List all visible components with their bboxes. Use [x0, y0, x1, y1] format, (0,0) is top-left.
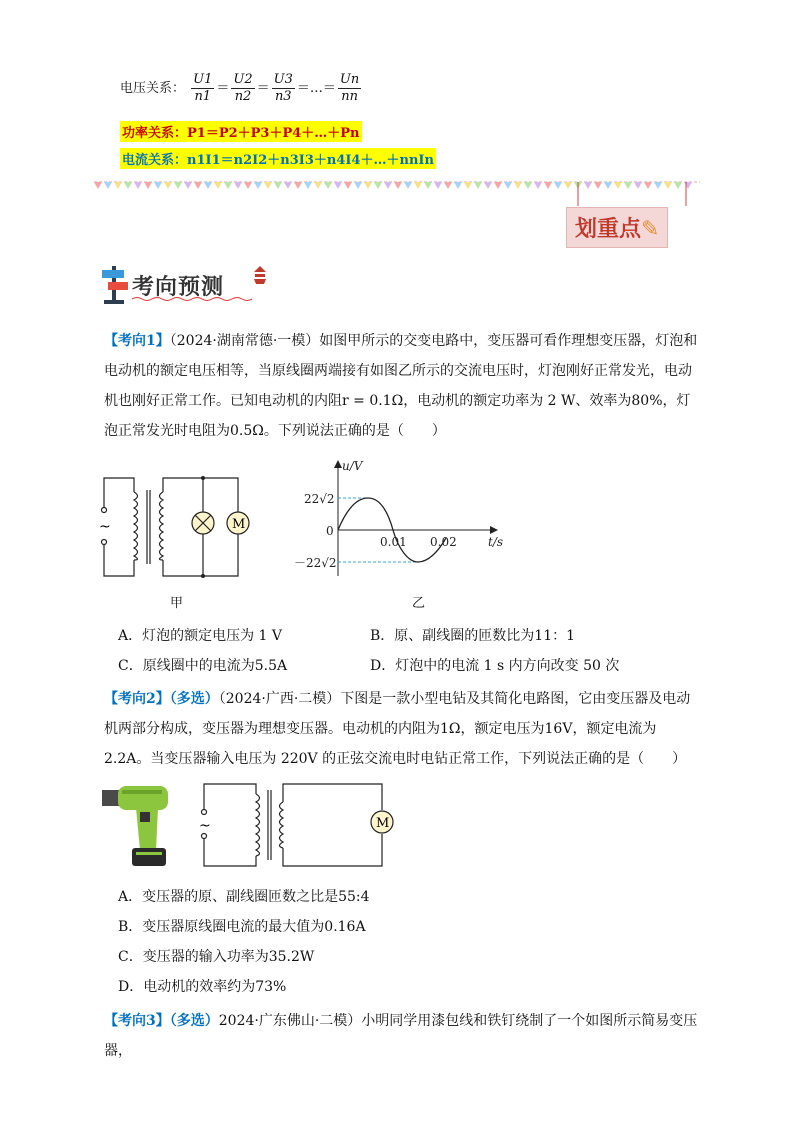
bunting-flag	[614, 182, 622, 189]
bunting-flag	[314, 182, 322, 189]
bunting-flag	[214, 182, 222, 189]
question-1-tag: 【考向1】	[104, 333, 170, 349]
bunting-flag	[174, 182, 182, 189]
bunting-flag	[164, 182, 172, 189]
fraction-u3-n3: $\frac{U3}{n3}$	[273, 72, 293, 104]
secondary-coil	[280, 802, 284, 848]
voltage-relation: 电压关系： $\frac{U1}{n1}$ ＝ $\frac{U2}{n2}$ ＝ $\frac{U3}{n3}$ ＝…＝ $\frac{Un}{nn}$	[120, 72, 360, 104]
bunting-flag	[294, 182, 302, 189]
bunting-flag	[324, 182, 332, 189]
drill-body	[118, 786, 168, 810]
question-2-tag: 【考向2】（多选）	[104, 691, 219, 707]
bunting-flag	[354, 182, 362, 189]
drill-chuck	[102, 790, 120, 806]
fraction-u2-n2: $\frac{U2}{n2}$	[233, 72, 253, 104]
bunting-flag	[444, 182, 452, 189]
y-max-label: 22√2	[304, 492, 335, 506]
bunting-flag	[384, 182, 392, 189]
pencil-icon: ✎	[641, 217, 660, 242]
bunting-flag	[104, 182, 112, 189]
bunting-flag	[494, 182, 502, 189]
bunting-flag	[304, 182, 312, 189]
voltage-graph	[290, 456, 510, 586]
terminal-bottom	[202, 834, 207, 839]
current-relation: 电流关系：n1I1＝n2I2＋n3I3＋n4I4＋…＋nnIn	[120, 148, 436, 169]
bunting-flag	[264, 182, 272, 189]
figure-b-caption: 乙	[412, 596, 426, 611]
voltage-label: 电压关系：	[120, 81, 186, 96]
question-2-text: （2024·广西·二模）下图是一款小型电钻及其简化电路图，它由变压器及电动机两部分构成，变压器为理想变压器。电动机的内阻为1Ω，额定电压为16V，额定电流为2.2A。当变压器输入电压为 220V 的正弦交流电时电钻正常工作，下列说法正确的是（ ）	[104, 691, 691, 767]
question-2	[104, 684, 700, 774]
terminal-top	[102, 508, 107, 513]
primary-coil	[134, 492, 138, 560]
q2-option-a: A．变压器的原、副线圈匝数之比是55:4	[118, 889, 370, 905]
motor-label: M	[376, 816, 390, 831]
bunting-flag	[414, 182, 422, 189]
bunting-flag	[364, 182, 372, 189]
q1-option-b: B．原、副线圈的匝数比为11：1	[370, 628, 576, 644]
question-3-text: 2024·广东佛山·二模）小明同学用漆包线和铁钉绕制了一个如图所示简易变压器，	[104, 1013, 698, 1059]
drill-image	[100, 780, 178, 870]
q2-option-b: B．变压器原线圈电流的最大值为0.16A	[118, 919, 366, 935]
bunting-flag	[654, 182, 662, 189]
question-3	[104, 1006, 704, 1066]
bunting-flag	[394, 182, 402, 189]
bunting-flag	[134, 182, 142, 189]
bunting-flag	[194, 182, 202, 189]
y-axis-arrow	[334, 460, 342, 468]
bunting-flag	[484, 182, 492, 189]
bunting-flag	[374, 182, 382, 189]
figure-a-caption: 甲	[170, 596, 184, 611]
section-header	[100, 262, 280, 308]
bunting-flag	[544, 182, 552, 189]
q2-option-c: C．变压器的输入功率为35.2W	[118, 949, 315, 965]
q1-option-a: A．灯泡的额定电压为 1 V	[118, 628, 283, 644]
y-min-label: －22√2	[294, 556, 337, 570]
bunting-flag	[504, 182, 512, 189]
question-3-tag: 【考向3】（多选）	[104, 1013, 219, 1029]
drill-battery	[132, 848, 166, 866]
pagoda-icon	[250, 264, 270, 288]
bunting-flag	[154, 182, 162, 189]
ac-source-symbol: ~	[99, 519, 111, 535]
fraction-u1-n1: $\frac{U1}{n1}$	[193, 72, 213, 104]
y-axis-label: u/V	[342, 459, 363, 473]
primary-coil	[256, 794, 260, 856]
question-1-text: （2024·湖南常德·一模）如图甲所示的交变电路中，变压器可看作理想变压器，灯泡和电动机的额定电压相等，当原线圈两端接有如图乙所示的交流电压时，灯泡刚好正常发光，电动机也刚好正常工作。已知电动机的内阻r = 0.1Ω，电动机的额定功率为 2 W、效率为80%，灯泡正常发光时电阻为0.5Ω。下列说法正确的是（ ）	[104, 333, 698, 439]
bunting-flag	[594, 182, 602, 189]
bunting-flag	[434, 182, 442, 189]
wavy-underline	[132, 296, 252, 302]
q1-option-d: D．灯泡中的电流 1 s 内方向改变 50 次	[370, 658, 620, 674]
bunting-flag	[464, 182, 472, 189]
tick-label-0.02: 0.02	[430, 535, 457, 549]
bunting-flag	[254, 182, 262, 189]
bunting-flag	[204, 182, 212, 189]
bunting-flag	[514, 182, 522, 189]
terminal-bottom	[102, 540, 107, 545]
bunting-flag	[604, 182, 612, 189]
circuit-diagram-b	[196, 778, 404, 872]
bunting-flag	[454, 182, 462, 189]
section-title: 考向预测	[132, 275, 225, 300]
secondary-coil	[160, 492, 164, 560]
bunting-flag	[634, 182, 642, 189]
bunting-flag	[564, 182, 572, 189]
bunting-flag	[474, 182, 482, 189]
bunting-flag	[404, 182, 412, 189]
power-relation: 功率关系：P1＝P2＋P3＋P4＋…＋Pn	[120, 121, 362, 142]
bunting-flag	[334, 182, 342, 189]
bunting-flag	[274, 182, 282, 189]
bunting-flag	[114, 182, 122, 189]
bunting-flag	[144, 182, 152, 189]
q2-option-d: D．电动机的效率约为73%	[118, 979, 287, 995]
highlight-badge: 划重点✎	[566, 207, 668, 248]
bunting-flag	[624, 182, 632, 189]
bunting-flag	[644, 182, 652, 189]
bunting-flag	[684, 182, 692, 189]
bunting-flag	[224, 182, 232, 189]
origin-label: 0	[326, 524, 334, 538]
drill-trigger	[140, 812, 150, 822]
x-axis-arrow	[490, 526, 498, 534]
bunting-flag	[234, 182, 242, 189]
bunting-flag	[424, 182, 432, 189]
bunting-flag	[534, 182, 542, 189]
bunting-flag	[554, 182, 562, 189]
fraction-un-nn: $\frac{Un}{nn}$	[339, 72, 360, 104]
motor-label: M	[232, 517, 246, 532]
tick-label-0.01: 0.01	[380, 535, 407, 549]
bunting-flag	[124, 182, 132, 189]
bunting-flag	[584, 182, 592, 189]
x-axis-label: t/s	[488, 535, 504, 549]
bunting-flag	[284, 182, 292, 189]
signpost-icon	[100, 262, 130, 306]
q1-option-c: C．原线圈中的电流为5.5A	[118, 658, 288, 674]
terminal-top	[202, 810, 207, 815]
bunting-flag	[664, 182, 672, 189]
bunting-flag	[94, 182, 102, 189]
bunting-flag	[344, 182, 352, 189]
question-1	[104, 326, 700, 446]
bunting-flag	[184, 182, 192, 189]
bunting-flag	[524, 182, 532, 189]
bunting-flag	[244, 182, 252, 189]
circuit-diagram-a	[94, 470, 254, 582]
bunting-flag	[674, 182, 682, 189]
ac-source-symbol: ~	[199, 818, 211, 834]
